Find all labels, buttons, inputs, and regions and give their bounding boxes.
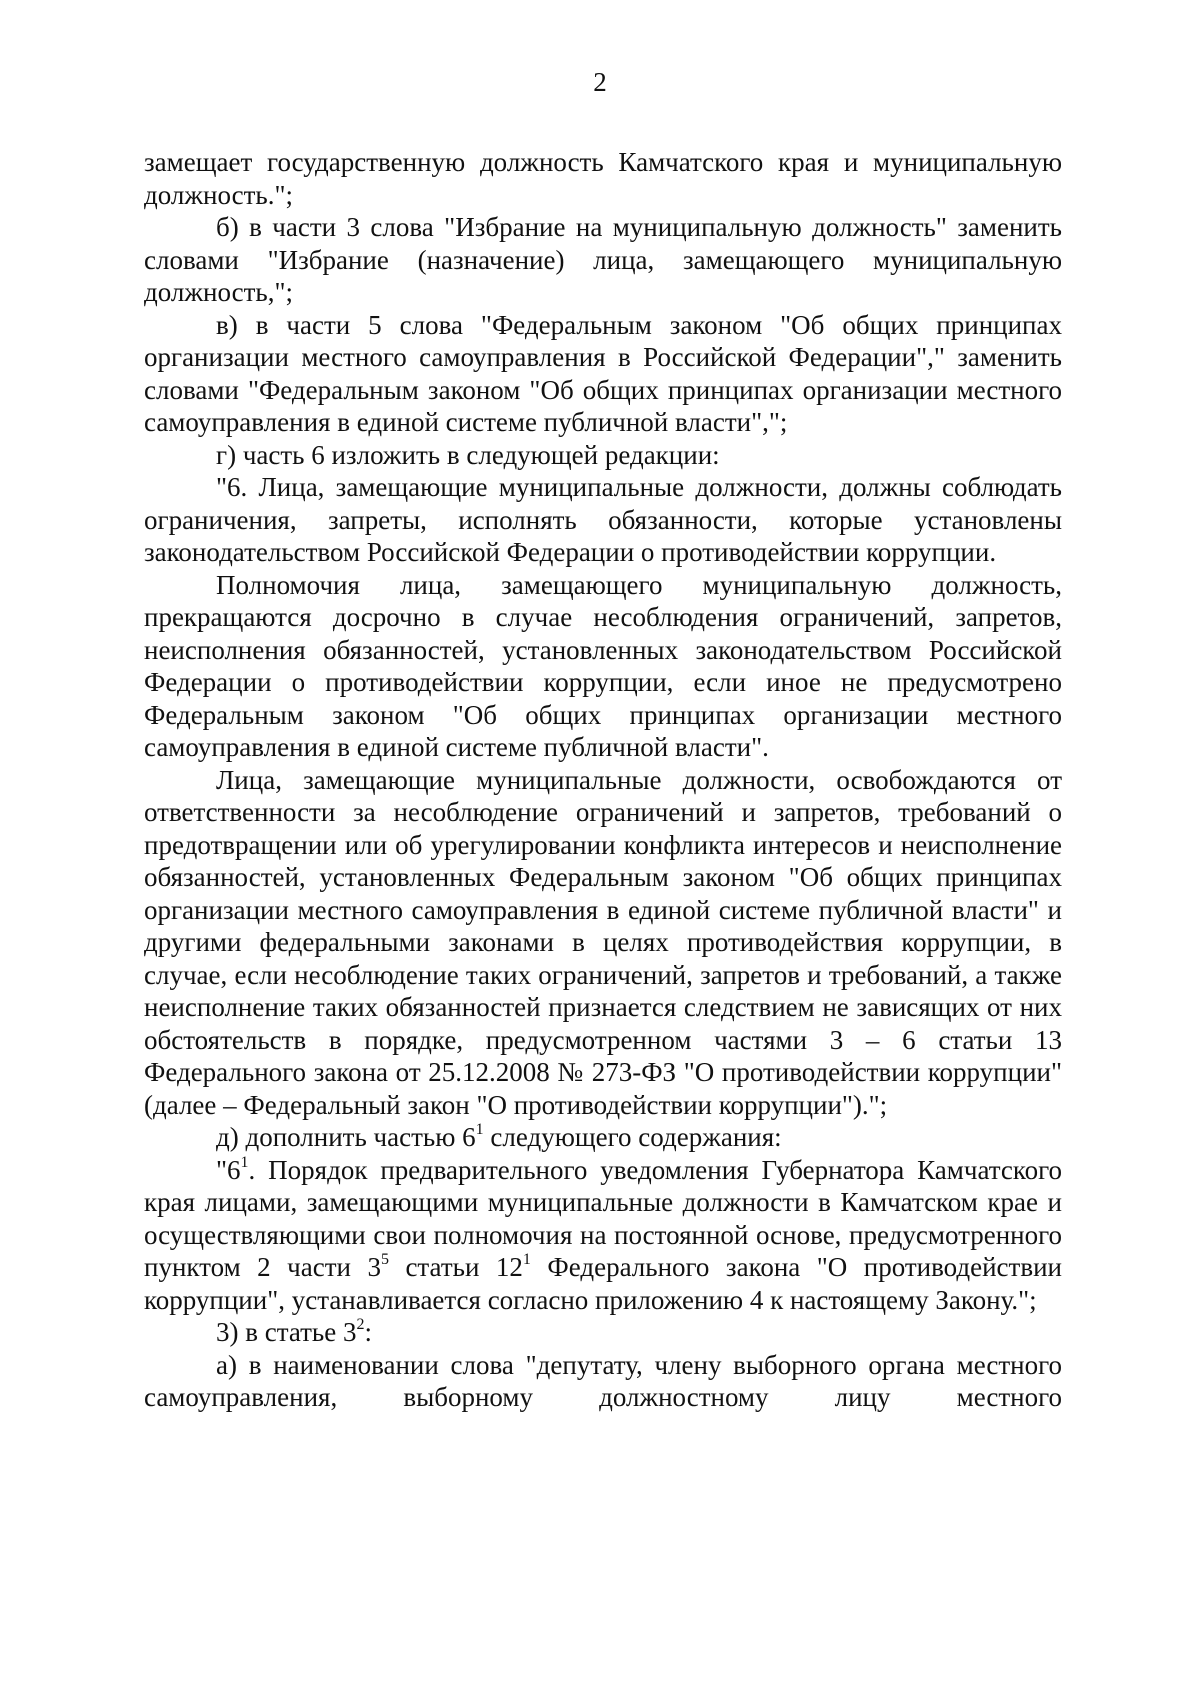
paragraph-continuation: замещает государственную должность Камчатского края и муниципальную должность.";: [144, 147, 1062, 210]
paragraph-d-after: следующего содержания:: [483, 1122, 782, 1152]
paragraph-a: а) в наименовании слова "депутату, члену выборного органа местного самоуправления, выборному должностному лицу местного: [144, 1349, 1062, 1412]
paragraph-b: б) в части 3 слова "Избрание на муниципальную должность" заменить словами "Избрание (назначение) лица, замещающего муниципальную должность,";: [144, 212, 1062, 307]
paragraph-3-sup: 2: [356, 1316, 365, 1333]
paragraph-3-before: 3) в статье 3: [216, 1317, 357, 1347]
paragraph-d: [144, 1121, 1062, 1154]
paragraph-6-1-sup1: 1: [240, 1153, 249, 1171]
paragraph-v: в) в части 5 слова "Федеральным законом "Об общих принципах организации местного самоуправления в Российской Федерации"," заменить словами "Федеральным законом "Об общих принципах организации местного самоуправления в единой системе публичной власти",";: [144, 309, 1062, 437]
paragraph-3: [144, 1316, 1062, 1349]
paragraph-6-1-num: "6: [216, 1154, 241, 1185]
paragraph-part-6: "6. Лица, замещающие муниципальные должности, должны соблюдать ограничения, запреты, исполнять обязанности, которые установлены законодательством Российской Федерации о противодействии коррупции.: [144, 472, 1062, 567]
paragraph-6-1: [144, 1154, 1062, 1317]
paragraph-powers: Полномочия лица, замещающего муниципальную должность, прекращаются досрочно в случае несоблюдения ограничений, запретов, неисполнения обязанностей, установленных законодательством Российской Федерации о противодействии коррупции, если иное не предусмотрено Федеральным законом "Об общих принципах организации местного самоуправления в единой системе публичной власти".: [144, 569, 1062, 762]
paragraph-6-1-text1: . Порядок предварительного уведомления Губернатора Камчатского края лицами, замещающими муниципальные должности в Камчатском крае и осуществляющими свои полномочия на постоянной основе, предусмотренного пунктом 2 части 3: [144, 1154, 1062, 1282]
paragraph-6-1-text2: статьи 12: [388, 1252, 523, 1282]
paragraph-d-sup: 1: [475, 1121, 484, 1138]
paragraph-6-1-text3: Федерального закона "О противодействии коррупции", устанавливается согласно приложению 4 к настоящему Закону.";: [144, 1252, 1062, 1315]
paragraph-6-1-sup3: 1: [522, 1251, 531, 1268]
paragraph-d-before: д) дополнить частью 6: [216, 1122, 476, 1152]
paragraph-exemption: Лица, замещающие муниципальные должности, освобождаются от ответственности за несоблюдение ограничений и запретов, требований о предотвращении или об урегулировании конфликта интересов и неисполнение обязанностей, установленных Федеральным законом "Об общих принципах организации местного самоуправления в единой системе публичной власти" и другими федеральными законами в целях противодействия коррупции, в случае, если несоблюдение таких ограничений, запретов и требований, а также неисполнение таких обязанностей признается следствием не зависящих от них обстоятельств в порядке, предусмотренном частями 3 – 6 статьи 13 Федерального закона от 25.12.2008 № 273-ФЗ "О противодействии коррупции" (далее – Федеральный закон "О противодействии коррупции").";: [144, 764, 1062, 1120]
paragraph-3-after: :: [364, 1317, 372, 1347]
document-body: [144, 146, 1062, 1414]
paragraph-g: г) часть 6 изложить в следующей редакции:: [216, 439, 720, 470]
page-number: 2: [593, 67, 607, 97]
paragraph-6-1-sup2: 5: [380, 1251, 389, 1268]
